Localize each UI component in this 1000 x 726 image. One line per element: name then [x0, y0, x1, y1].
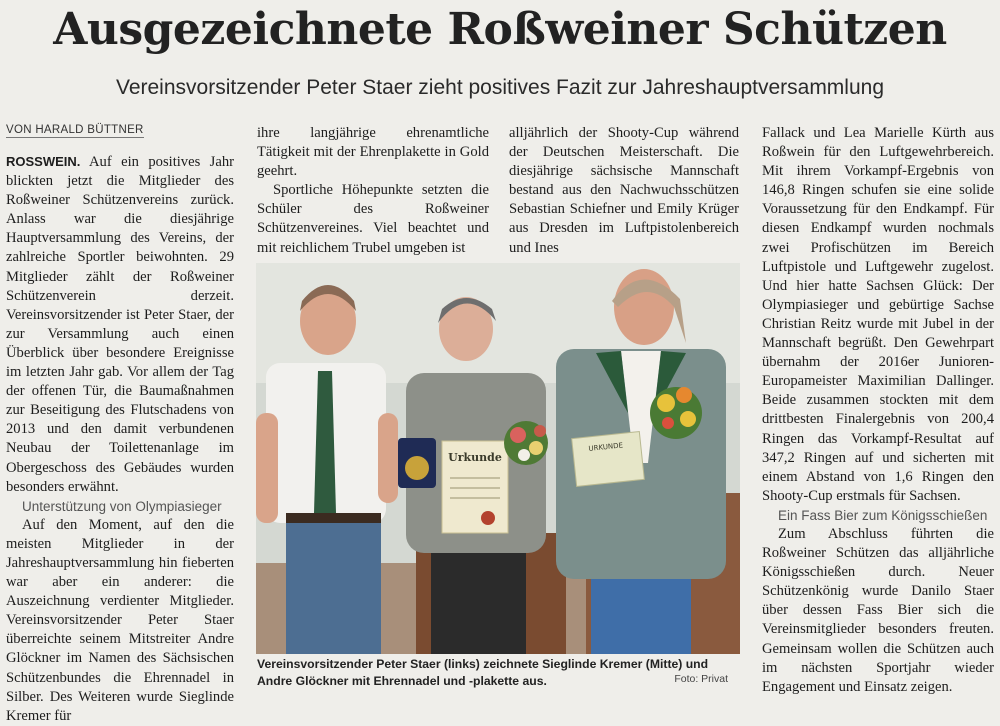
- subhead-koenigsschiessen: Ein Fass Bier zum Königsschießen: [778, 507, 988, 523]
- column-3: [509, 124, 739, 258]
- paragraph-intro: [6, 152, 234, 497]
- subheadline: Vereinsvorsitzender Peter Staer zieht positives Fazit zur Jahreshauptversammlung: [115, 76, 885, 99]
- paragraph-auszeichnung: Auf den Moment, auf den die meisten Mitglieder in der Jahreshauptversammlung hin fieberten war aber ein anderer: die Auszeichnung verdienter Mitglieder. Vereinsvorsitzender Peter Staer überreichte seinem Mitstreiter Andre Glöckner im Namen des Sächsischen Schützenbundes die Ehrennadel in Silber. Des Weiteren wurde Sieglinde Kremer für: [6, 516, 234, 724]
- photo-credit: Foto: Privat: [674, 673, 728, 685]
- flowers-middle: [504, 421, 548, 465]
- paragraph-ehrenplakette: ihre langjährige ehrenamtliche Tätigkeit mit der Ehrenplakette in Gold geehrt.: [257, 125, 489, 180]
- photo-caption: Vereinsvorsitzender Peter Staer (links) zeichnete Sieglinde Kremer (Mitte) und Andre Glöckner mit Ehrennadel und -plakette aus.: [257, 657, 709, 688]
- intro-text: Auf ein positives Jahr blickten jetzt die Mitglieder des Roßweiner Schützenvereins zurück. Anlass war die diesjährige Hauptversammlung des Vereins, der zahlreiche Sportler beiwohnten. 29 Mitglieder zählt der Roßweiner Schützenverein derzeit. Vereinsvorsitzender ist Peter Staer, der zur Versammlung auch einen Überblick über besondere Ereignisse im letzten Jahr gab. Vor allem der Tag der offenen Tür, die Baumaßnahmen zur Beseitigung des Flutschadens von 2013 und den damit verbundenen Neubau der Toilettenanlage im Obergeschoss des Gebäudes wurden besonders erwähnt.: [6, 154, 234, 495]
- paragraph-shooty-cup: alljährlich der Shooty-Cup während der Deutschen Meisterschaft. Die diesjährige sächsische Mannschaft bestand aus den Nachwuchsschützen Sebastian Schiefner und Emily Krüger aus Dresden im Luftpistolenbereich und Ines: [509, 125, 739, 256]
- dateline: ROSSWEIN.: [6, 154, 81, 169]
- column-2: [257, 124, 489, 258]
- column-1: [6, 152, 234, 726]
- photo-illustration: [256, 263, 740, 654]
- paragraph-abschluss: Zum Abschluss führten die Roßweiner Schützen das alljährliche Königsschießen durch. Neuer Schützenkönig wurde Danilo Staer über dessen Fass Bier sich die Vereinsmitglieder besonders freuten. Gemeinsam wollen die Schützen auch im nächsten Sportjahr wieder Engagement und Einsatz zeigen.: [762, 525, 994, 695]
- subhead-olympiasieger: Unterstützung von Olympiasieger: [22, 498, 222, 514]
- column-4: [762, 124, 994, 697]
- byline: VON HARALD BÜTTNER: [6, 124, 144, 136]
- flowers-right: [650, 387, 702, 439]
- paragraph-endkampf: Fallack und Lea Marielle Kürth aus Roßwein für den Luftgewehrbereich. Mit ihrem Vorkampf-Ergebnis von 146,8 Ringen schufen sie eine solide Voraussetzung für den Endkampf. Für diesen Endkampf wurden nochmals zwei Profischützen im Bereich Luftpistole und Luftgewehr zugelost. Und hier hatte Sachsen Glück: Der Olympiasieger und gebürtige Sachse Christian Reitz wurde mit Jubel in der Mannschaft begrüßt. Den Gewehrpart übernahm der 2016er Junioren-Europameister Maximilian Dallinger. Beide zusammen stockten mit dem drittbesten Finalergebnis von 200,4 Ringen das Vorkampf-Resultat auf 347,2 Ringen auf und sicherten mit einem Abstand von 1,6 Ringen den Shooty-Cup erstmals für Sachsen.: [762, 125, 994, 504]
- article-photo: [256, 263, 740, 654]
- certificate-right-title: URKUNDE: [588, 441, 624, 453]
- paragraph-hoehepunkte: Sportliche Höhepunkte setzten die Schüler des Roßweiner Schützenvereines. Viel beachtet und mit reichlichem Trubel umgeben ist: [257, 182, 489, 256]
- headline: Ausgezeichnete Roßweiner Schützen: [53, 4, 947, 55]
- certificate-left-title: Urkunde: [448, 451, 502, 464]
